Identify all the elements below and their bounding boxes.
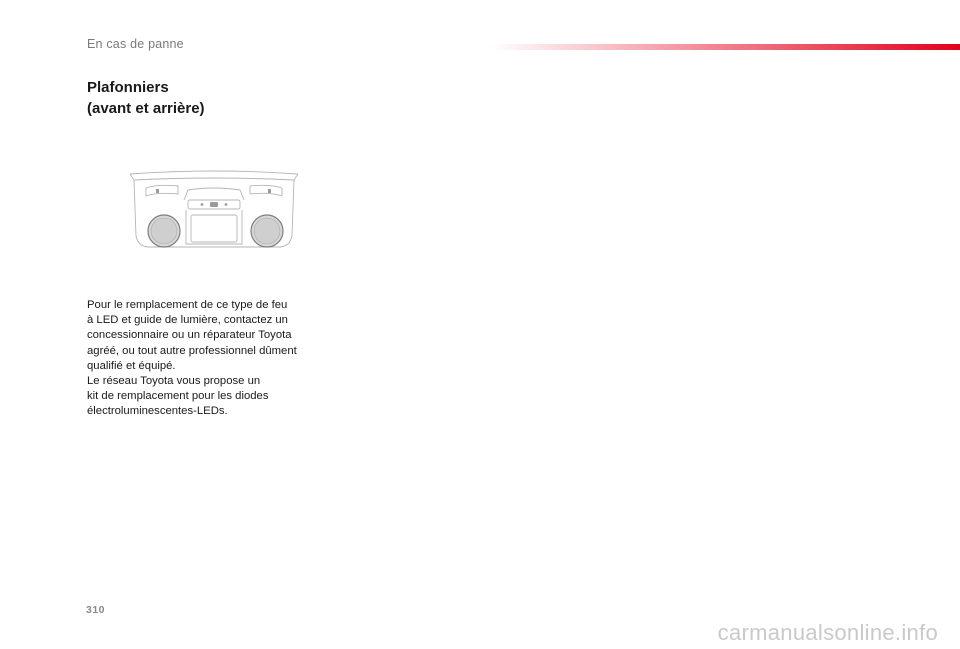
page-title-line-1: Plafonniers: [87, 79, 169, 96]
page-title: [87, 77, 205, 119]
page-number: 310: [86, 604, 106, 616]
ceiling-light-illustration: [128, 170, 300, 254]
body-line-2: à LED et guide de lumière, contactez un: [87, 314, 288, 327]
body-text: [87, 298, 327, 420]
body-line-4: agréé, ou tout autre professionnel dûment: [87, 344, 297, 357]
body-line-3: concessionnaire ou un réparateur Toyota: [87, 329, 292, 342]
body-line-8: électroluminescentes-LEDs.: [87, 405, 228, 418]
header-accent-bar: [490, 44, 960, 50]
body-line-5: qualifié et équipé.: [87, 359, 176, 372]
body-line-6: Le réseau Toyota vous propose un: [87, 375, 261, 388]
ceiling-light-icon: [128, 170, 300, 254]
watermark: carmanualsonline.info: [717, 620, 938, 645]
body-line-1: Pour le remplacement de ce type de feu: [87, 299, 288, 311]
page-title-line-2: (avant et arrière): [87, 100, 205, 117]
body-line-7: kit de remplacement pour les diodes: [87, 390, 269, 403]
section-header: En cas de panne: [87, 37, 184, 51]
